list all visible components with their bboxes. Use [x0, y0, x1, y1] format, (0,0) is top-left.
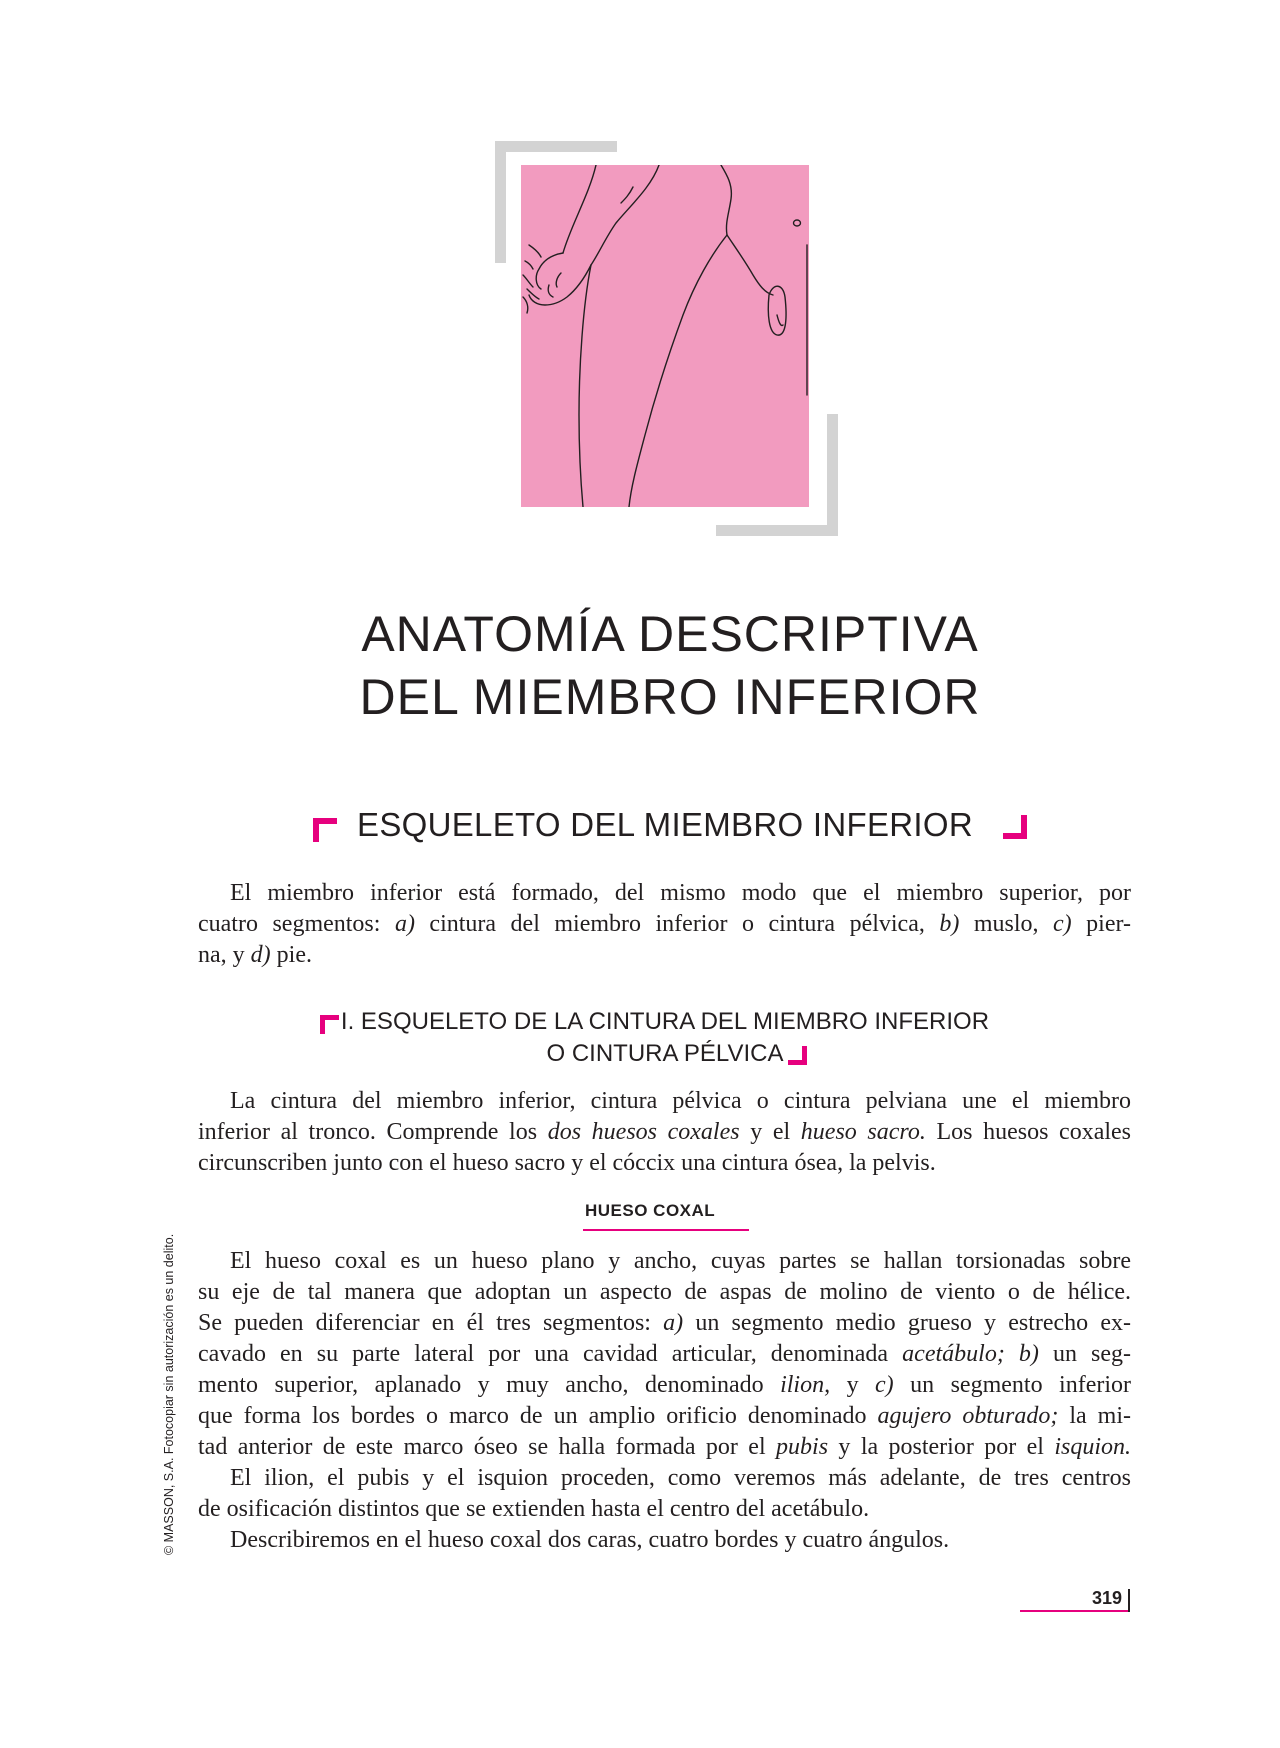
illustration-frame-left [495, 141, 506, 263]
chapter-title-line-1: ANATOMÍA DESCRIPTIVA [361, 606, 979, 662]
text-line: su eje de tal manera que adoptan un aspecto de aspas de molino de viento o de hélice. [198, 1279, 1131, 1305]
text-line: mento superior, aplanado y muy ancho, denominado ilion, y c) un segmento inferior [198, 1372, 1131, 1398]
intro-paragraph [198, 878, 1131, 971]
text-line: que forma los bordes o marco de un amplio orificio denominado agujero obturado; la mi- [198, 1403, 1131, 1429]
text-line: tad anterior de este marco óseo se halla formada por el pubis y la posterior por el isquion. [198, 1434, 1131, 1460]
text-line: cavado en su parte lateral por una cavidad articular, denominada acetábulo; b) un seg- [198, 1341, 1132, 1367]
chapter-title-line-2: DEL MIEMBRO INFERIOR [359, 669, 981, 725]
describe-paragraph [198, 1525, 1131, 1556]
copyright-notice: © MASSON, S.A. Fotocopiar sin autorización es un delito. [162, 1233, 176, 1555]
text-line: inferior al tronco. Comprende los dos huesos coxales y el hueso sacro. Los huesos coxales [198, 1119, 1132, 1145]
page-number-bar [1128, 1589, 1130, 1612]
text-line: de osificación distintos que se extienden hasta el centro del acetábulo. [198, 1496, 870, 1522]
cintura-paragraph [198, 1086, 1131, 1179]
page-number: 319 [1092, 1588, 1123, 1608]
text-line: Se pueden diferenciar en él tres segmentos: a) un segmento medio grueso y estrecho ex- [198, 1310, 1131, 1336]
subsection-heading-line-2: O CINTURA PÉLVICA [546, 1040, 784, 1067]
text-line: El hueso coxal es un hueso plano y ancho, cuyas partes se hallan torsionadas sobre [230, 1248, 1131, 1274]
text-line: cuatro segmentos: a) cintura del miembro inferior o cintura pélvica, b) muslo, c) pier- [198, 911, 1132, 937]
text-line: Describiremos en el hueso coxal dos caras, cuatro bordes y cuatro ángulos. [230, 1527, 950, 1553]
subsection-bracket-close [788, 1046, 807, 1065]
text-line: La cintura del miembro inferior, cintura pélvica o cintura pelviana une el miembro [230, 1088, 1131, 1114]
text-line: El ilion, el pubis y el isquion proceden, como veremos más adelante, de tres centros [230, 1465, 1131, 1491]
subsection-heading-line-1: I. ESQUELETO DE LA CINTURA DEL MIEMBRO INFERIOR [340, 1008, 990, 1035]
illustration-frame-right [827, 414, 838, 536]
section-heading: ESQUELETO DEL MIEMBRO INFERIOR [357, 806, 973, 843]
coxal-paragraph [198, 1246, 1131, 1463]
minor-heading: HUESO COXAL [585, 1201, 716, 1220]
illustration-frame-top [495, 141, 617, 152]
page-number-rule [1020, 1610, 1130, 1612]
text-line: na, y d) pie. [198, 942, 312, 968]
section-bracket-close [1003, 815, 1027, 839]
text-line: circunscriben junto con el hueso sacro y el cóccix una cintura ósea, la pelvis. [198, 1150, 936, 1176]
text-line: El miembro inferior está formado, del mismo modo que el miembro superior, por [230, 880, 1131, 906]
illustration-frame-bottom [716, 525, 838, 536]
minor-heading-underline [583, 1229, 749, 1231]
ilion-paragraph [198, 1463, 1131, 1525]
lower-body-illustration [521, 165, 809, 507]
